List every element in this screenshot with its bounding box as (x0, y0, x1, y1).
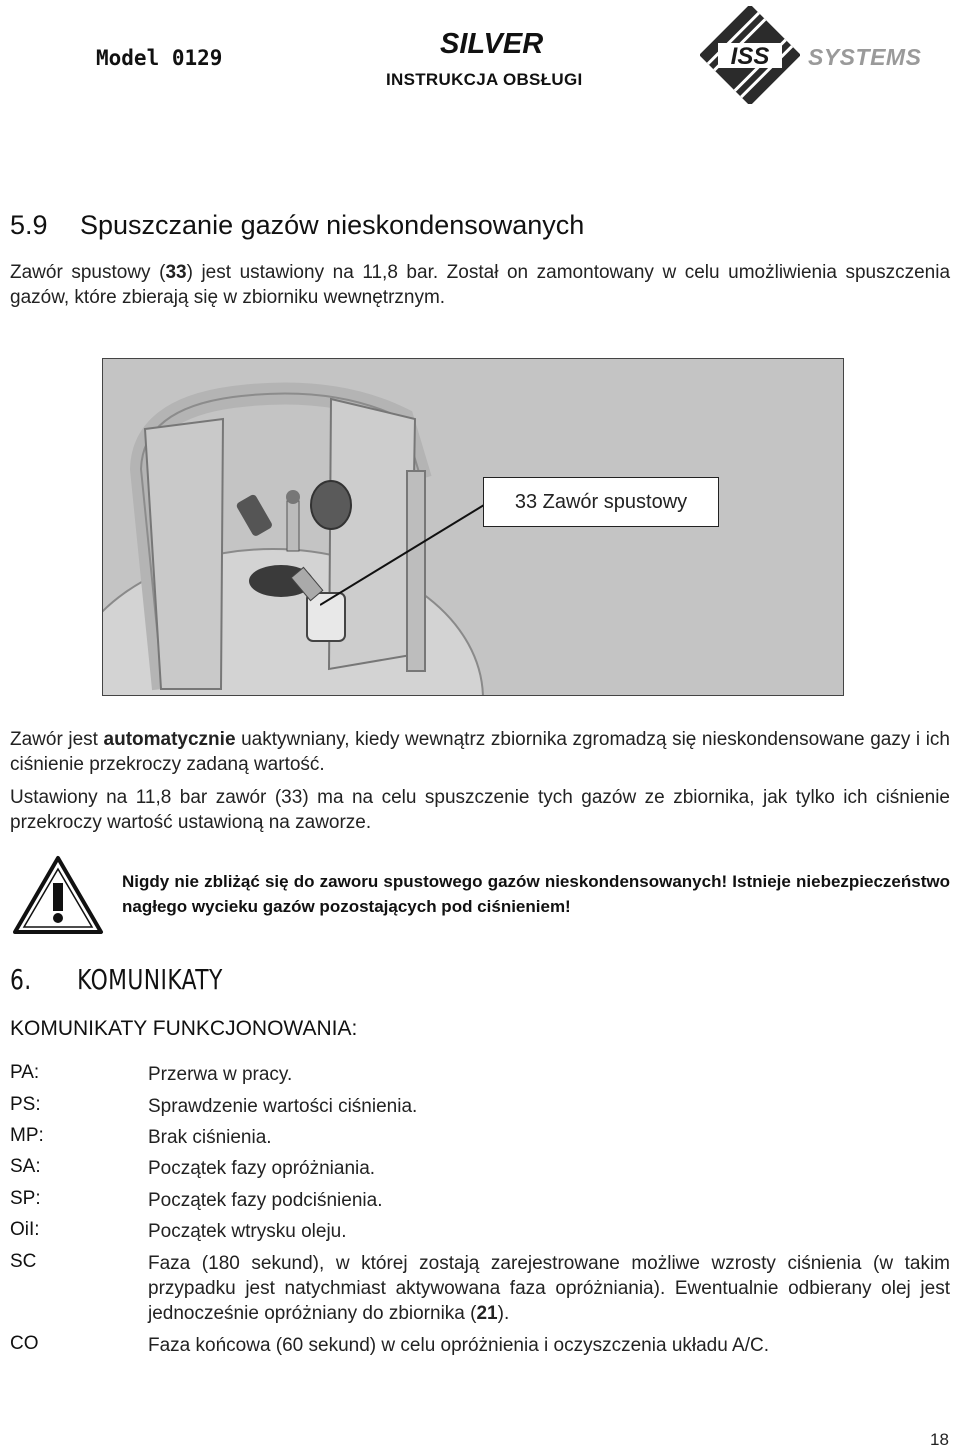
auto-text-rest: uaktywniany, kiedy wewnątrz zbiornika zgromadzą się nieskondensowane gazy i ich ciśnienie przekroczy zadaną wartość. (10, 729, 951, 775)
message-code: OiI: (10, 1219, 40, 1240)
header-brand: SYSTEMS (808, 44, 922, 70)
intro-text-rest: ) jest ustawiony na 11,8 bar. Został on zamontowany w celu umożliwienia spuszczenia gazów, które zbierają się w zbiorniku wewnętrznym. (10, 262, 951, 308)
message-description: Początek fazy opróżniania. (148, 1158, 376, 1179)
warning-triangle-icon (12, 855, 104, 935)
chapter-title: KOMUNIKATY (77, 963, 223, 996)
callout-leader-line (320, 497, 484, 607)
figure-callout: 33 Zawór spustowy (483, 477, 719, 527)
message-code: MP: (10, 1125, 44, 1146)
message-code: SA: (10, 1156, 41, 1177)
setting-paragraph: Ustawiony na 11,8 bar zawór (33) ma na celu spuszczenie tych gazów ze zbiornika, jak tylko ich ciśnienie przekroczy wartość ustawioną na zaworze. (10, 787, 950, 833)
section-title: Spuszczanie gazów nieskondensowanych (80, 210, 585, 240)
warning-text: Nigdy nie zbliżąć się do zaworu spustowego gazów nieskondensowanych! Istnieje niebezpieczeństwo nagłego wycieku gazów pozostających pod ciśnieniem! (122, 872, 950, 916)
message-text: Faza (180 sekund), w której zostają zarejestrowane możliwe wzrosty ciśnienia (w takim przypadku jest natychmiast aktywowana faza opróżniania). Ewentualnie odbierany olej jest jednocześnie opróżniany do zbiornika ( (148, 1253, 950, 1324)
part-reference: 33 (165, 262, 187, 283)
auto-paragraph (10, 727, 950, 777)
message-code: SP: (10, 1188, 41, 1209)
message-code: SC (10, 1251, 37, 1272)
auto-text: Zawór jest (10, 729, 104, 750)
message-description (148, 1251, 950, 1326)
message-description: Faza końcowa (60 sekund) w celu opróżnienia i oczyszczenia układu A/C. (148, 1335, 769, 1356)
chapter-number: 6. (10, 963, 32, 996)
intro-text: Zawór spustowy ( (10, 262, 166, 283)
section-number: 5.9 (10, 210, 48, 240)
message-code: CO (10, 1333, 39, 1354)
message-description: Początek fazy podciśnienia. (148, 1190, 383, 1211)
message-text-end: ). (497, 1303, 510, 1324)
message-code: PA: (10, 1062, 40, 1083)
message-description: Sprawdzenie wartości ciśnienia. (148, 1096, 418, 1117)
intro-paragraph (10, 260, 950, 310)
iss-logo-icon (700, 6, 800, 104)
section-heading (10, 210, 584, 241)
header-model: Model 0129 (96, 46, 223, 70)
message-description: Początek wtrysku oleju. (148, 1221, 347, 1242)
part-reference: 21 (476, 1303, 498, 1324)
message-description: Brak ciśnienia. (148, 1127, 272, 1148)
header-subtitle: INSTRUKCJA OBSŁUGI (386, 70, 583, 89)
svg-text:ISS: ISS (730, 43, 770, 70)
emphasis-text: automatycznie (103, 729, 236, 750)
page-number: 18 (930, 1430, 949, 1449)
message-code: PS: (10, 1094, 41, 1115)
chapter-heading (10, 963, 223, 996)
header-product: SILVER (440, 28, 544, 60)
subsection-heading: KOMUNIKATY FUNKCJONOWANIA: (10, 1017, 358, 1040)
message-description: Przerwa w pracy. (148, 1064, 293, 1085)
